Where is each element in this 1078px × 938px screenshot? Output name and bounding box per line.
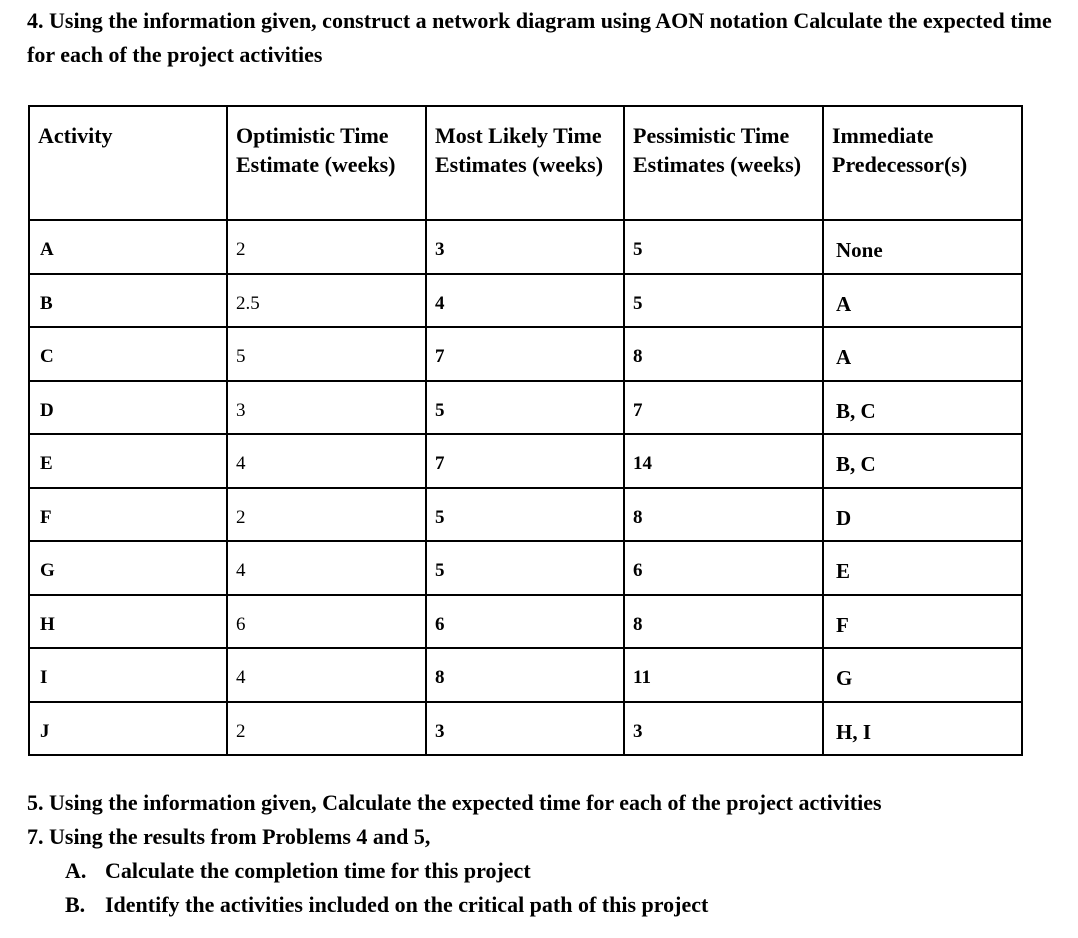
cell-most-likely: 5 bbox=[426, 381, 624, 435]
cell-optimistic: 2 bbox=[227, 220, 426, 274]
cell-predecessors: A bbox=[823, 274, 1022, 328]
cell-predecessors: B, C bbox=[823, 381, 1022, 435]
cell-activity: I bbox=[29, 648, 227, 702]
cell-optimistic: 2 bbox=[227, 488, 426, 542]
cell-most-likely: 4 bbox=[426, 274, 624, 328]
cell-most-likely: 5 bbox=[426, 488, 624, 542]
problem-7-text: 7. Using the results from Problems 4 and 5, bbox=[27, 824, 431, 849]
cell-most-likely: 3 bbox=[426, 702, 624, 756]
cell-optimistic: 4 bbox=[227, 648, 426, 702]
cell-pessimistic: 3 bbox=[624, 702, 823, 756]
cell-optimistic: 4 bbox=[227, 434, 426, 488]
cell-pessimistic: 6 bbox=[624, 541, 823, 595]
cell-optimistic: 3 bbox=[227, 381, 426, 435]
cell-most-likely: 8 bbox=[426, 648, 624, 702]
cell-pessimistic: 7 bbox=[624, 381, 823, 435]
cell-pessimistic: 8 bbox=[624, 595, 823, 649]
table-row bbox=[29, 595, 1022, 649]
cell-activity: B bbox=[29, 274, 227, 328]
cell-activity: G bbox=[29, 541, 227, 595]
list-marker: A. bbox=[65, 858, 87, 883]
cell-predecessors: A bbox=[823, 327, 1022, 381]
cell-most-likely: 7 bbox=[426, 327, 624, 381]
table-row bbox=[29, 541, 1022, 595]
cell-predecessors: D bbox=[823, 488, 1022, 542]
cell-optimistic: 4 bbox=[227, 541, 426, 595]
cell-predecessors: G bbox=[823, 648, 1022, 702]
list-item-text: Identify the activities included on the critical path of this project bbox=[105, 892, 709, 917]
cell-most-likely: 7 bbox=[426, 434, 624, 488]
table-row bbox=[29, 381, 1022, 435]
cell-pessimistic: 11 bbox=[624, 648, 823, 702]
cell-predecessors: E bbox=[823, 541, 1022, 595]
cell-predecessors: F bbox=[823, 595, 1022, 649]
cell-most-likely: 5 bbox=[426, 541, 624, 595]
table-row bbox=[29, 702, 1022, 756]
cell-optimistic: 6 bbox=[227, 595, 426, 649]
cell-activity: C bbox=[29, 327, 227, 381]
list-marker: B. bbox=[65, 892, 86, 917]
list-item bbox=[65, 888, 1067, 922]
cell-optimistic: 2.5 bbox=[227, 274, 426, 328]
cell-predecessors: B, C bbox=[823, 434, 1022, 488]
cell-activity: J bbox=[29, 702, 227, 756]
cell-pessimistic: 8 bbox=[624, 488, 823, 542]
problem-7-list bbox=[27, 854, 1067, 922]
table-row bbox=[29, 274, 1022, 328]
cell-activity: F bbox=[29, 488, 227, 542]
cell-optimistic: 2 bbox=[227, 702, 426, 756]
header-predecessors: Immediate Predecessor(s) bbox=[823, 106, 1022, 220]
header-optimistic: Optimistic Time Estimate (weeks) bbox=[227, 106, 426, 220]
problem-4-heading: 4. Using the information given, construct a network diagram using AON notation Calculate the expected time for each of the project activities bbox=[27, 8, 1052, 67]
table-row bbox=[29, 648, 1022, 702]
table-row bbox=[29, 327, 1022, 381]
list-item bbox=[65, 854, 1067, 888]
header-pessimistic: Pessimistic Time Estimates (weeks) bbox=[624, 106, 823, 220]
header-activity: Activity bbox=[29, 106, 227, 220]
activity-table bbox=[28, 105, 1023, 756]
table-row bbox=[29, 434, 1022, 488]
header-most-likely: Most Likely Time Estimates (weeks) bbox=[426, 106, 624, 220]
cell-activity: A bbox=[29, 220, 227, 274]
questions-section bbox=[27, 786, 1067, 922]
cell-pessimistic: 14 bbox=[624, 434, 823, 488]
table-row bbox=[29, 488, 1022, 542]
cell-predecessors: H, I bbox=[823, 702, 1022, 756]
cell-activity: H bbox=[29, 595, 227, 649]
cell-pessimistic: 8 bbox=[624, 327, 823, 381]
cell-pessimistic: 5 bbox=[624, 274, 823, 328]
cell-predecessors: None bbox=[823, 220, 1022, 274]
list-item-text: Calculate the completion time for this project bbox=[105, 858, 531, 883]
cell-pessimistic: 5 bbox=[624, 220, 823, 274]
cell-most-likely: 6 bbox=[426, 595, 624, 649]
cell-most-likely: 3 bbox=[426, 220, 624, 274]
problem-5-text: 5. Using the information given, Calculate the expected time for each of the project activities bbox=[27, 790, 882, 815]
table-header-row bbox=[29, 106, 1022, 220]
cell-activity: E bbox=[29, 434, 227, 488]
cell-optimistic: 5 bbox=[227, 327, 426, 381]
cell-activity: D bbox=[29, 381, 227, 435]
table-row bbox=[29, 220, 1022, 274]
